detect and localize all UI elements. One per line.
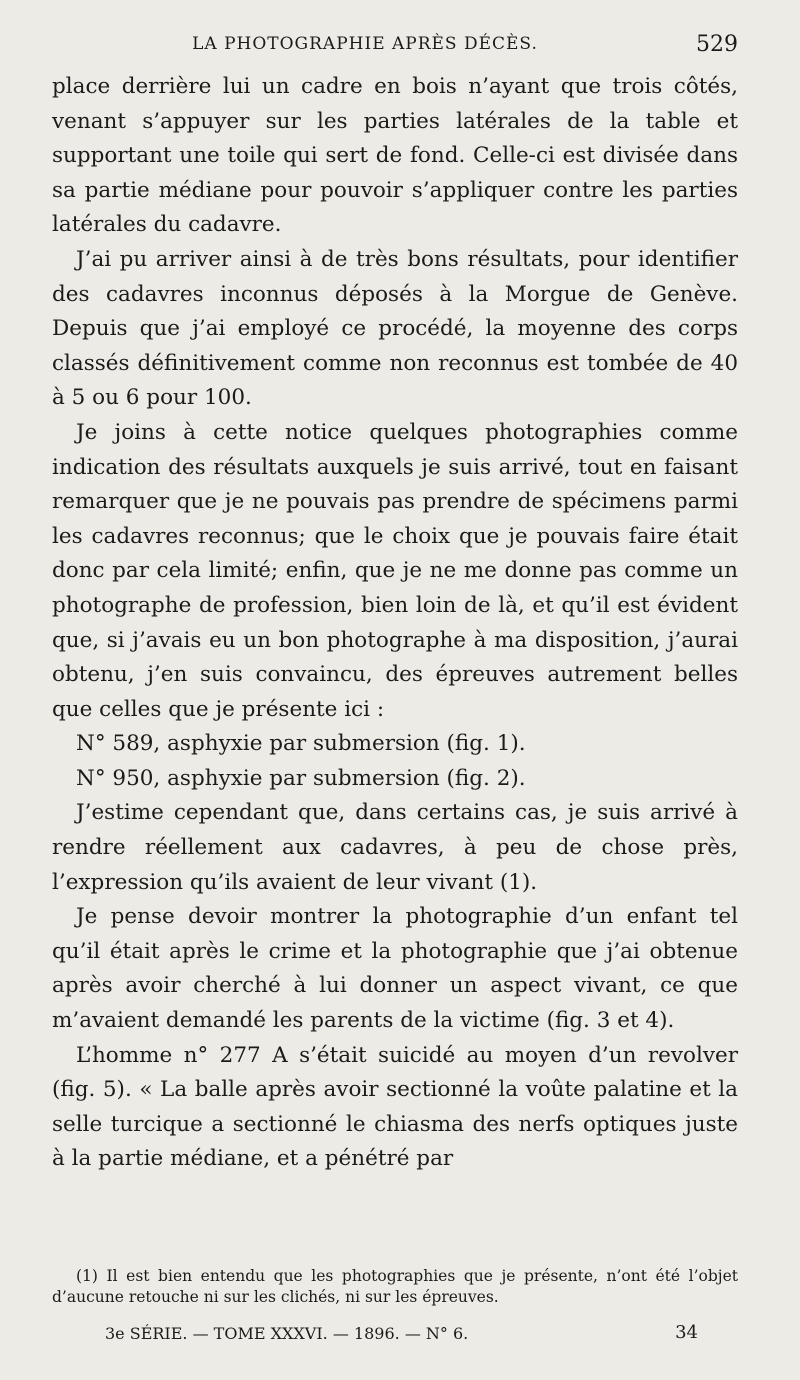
paragraph: Je pense devoir montrer la photographie d’un enfant tel qu’il était après le crime et la photographie que j’ai obtenue après avoir cherché à lui donner un aspect vivant, ce que m’avaient demandé les parents de la victime (fig. 3 et 4). (52, 904, 738, 1034)
footnote-block (52, 1266, 738, 1308)
paragraph: N° 950, asphyxie par submersion (fig. 2). (76, 765, 526, 791)
page-header (52, 34, 738, 60)
paragraph: Je joins à cette notice quelques photographies comme indication des résultats auxquels je suis arrivé, tout en faisant remarquer que je ne pouvais pas prendre de spécimens parmi les cadavres reconnus; que le choix que je pouvais faire était donc par cela limité; enfin, que je ne me donne pas comme un photographe de profession, bien loin de là, et qu’il est évident que, si j’avais eu un bon photographe à ma disposition, j’aurai obtenu, j’en suis convaincu, des épreuves autrement belles que celles que je présente ici : (52, 419, 738, 722)
page-number: 529 (696, 32, 738, 57)
paragraph: J’estime cependant que, dans certains cas, je suis arrivé à rendre réellement aux cadavres, à peu de chose près, l’expression qu’ils avaient de leur vivant (1). (52, 800, 738, 895)
printer-signature (105, 1324, 738, 1350)
paragraph: L’homme n° 277 A s’était suicidé au moyen d’un revolver (fig. 5). « La balle après avoir sectionné la voûte palatine et la selle turcique a sectionné le chiasma des nerfs optiques juste à la partie médiane, et a pénétré par (52, 1042, 738, 1172)
running-title: LA PHOTOGRAPHIE APRÈS DÉCÈS. (192, 34, 538, 54)
footnote: (1) Il est bien entendu que les photographies que je présente, n’ont été l’objet d’aucune retouche ni sur les clichés, ni sur les épreuves. (52, 1267, 738, 1306)
paragraph: place derrière lui un cadre en bois n’ayant que trois côtés, venant s’appuyer sur les parties latérales de la table et supportant une toile qui sert de fond. Celle-ci est divisée dans sa partie médiane pour pouvoir s’appliquer contre les parties latérales du cadavre. (52, 74, 738, 238)
series-volume-line: 3e SÉRIE. — TOME XXXVI. — 1896. — N° 6. (105, 1324, 469, 1343)
body-text (52, 70, 738, 1177)
paragraph: J’ai pu arriver ainsi à de très bons résultats, pour identifier des cadavres inconnus déposés à la Morgue de Genève. Depuis que j’ai employé ce procédé, la moyenne des corps classés définitivement comme non reconnus est tombée de 40 à 5 ou 6 pour 100. (52, 246, 738, 411)
paragraph: N° 589, asphyxie par submersion (fig. 1). (76, 731, 526, 757)
sheet-number: 34 (675, 1322, 698, 1343)
